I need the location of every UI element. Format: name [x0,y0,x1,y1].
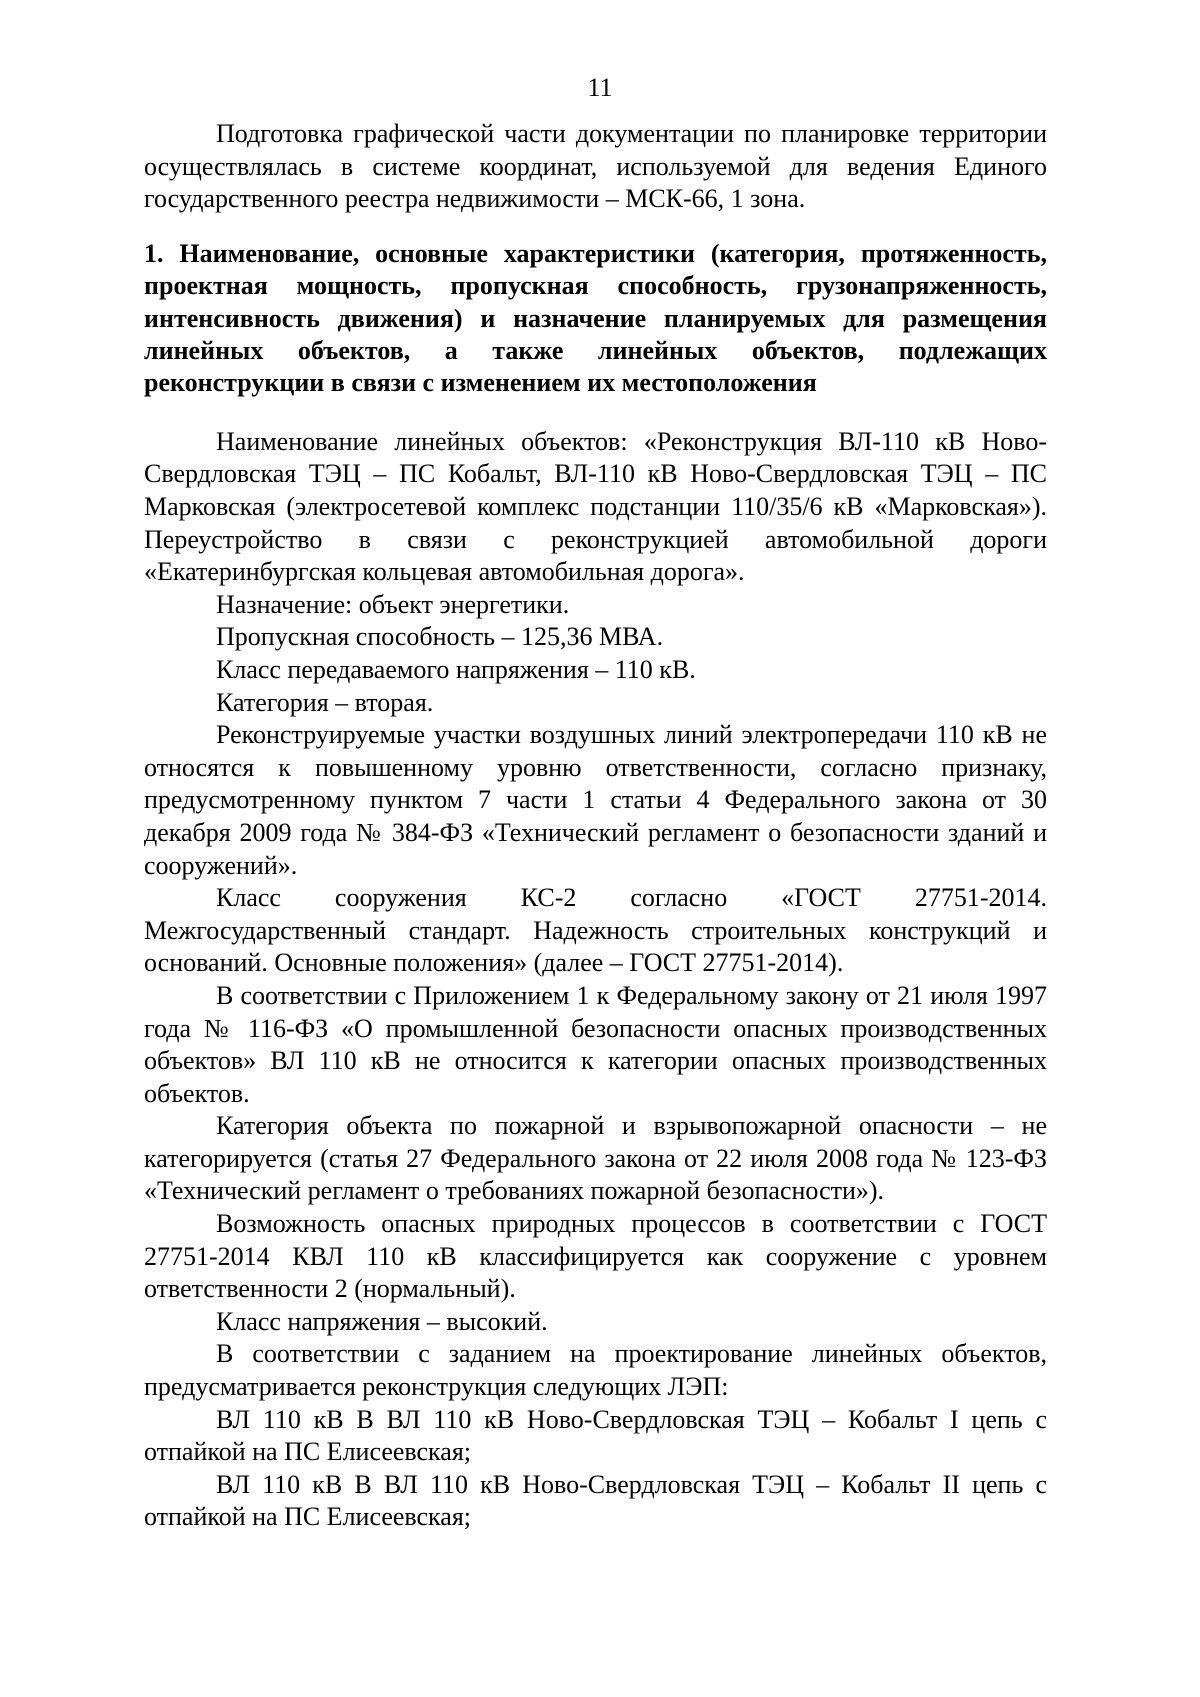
paragraph-responsibility: Реконструируемые участки воздушных линий электропередачи 110 кВ не относятся к повышенному уровню ответственности, согласно признаку, предусмотренному пунктом 7 части 1 статьи 4 Федерального закона от 30 декабря 2009 года № 384-ФЗ «Технический регламент о безопасности зданий и сооружений». [144,720,1047,880]
paragraph-fire-category: Категория объекта по пожарной и взрывопожарной опасности – не категорируется (статья 27 Федерального закона от 22 июля 2008 года № 123-ФЗ «Технический регламент о требованиях пожарной безопасности»). [144,1111,1047,1206]
page-number: 11 [587,73,613,102]
paragraph-object-name: Наименование линейных объектов: «Реконструкция ВЛ-110 кВ Ново-Свердловская ТЭЦ – ПС Кобальт, ВЛ-110 кВ Ново-Свердловская ТЭЦ – ПС Марковская (электросетевой комплекс подстанции 110/35/6 кВ «Марковская»). Переустройство в связи с реконструкцией автомобильной дороги «Екатеринбургская кольцевая автомобильная дорога». [144,426,1047,587]
paragraph-industrial-safety: В соответствии с Приложением 1 к Федеральному закону от 21 июля 1997 года № 116-ФЗ «О промышленной безопасности опасных производственных объектов» ВЛ 110 кВ не относится к категории опасных производственных объектов. [144,980,1047,1108]
paragraph-voltage-level: Класс напряжения – высокий. [216,1306,548,1336]
paragraph-capacity: Пропускная способность – 125,36 МВА. [216,622,664,652]
paragraph-purpose: Назначение: объект энергетики. [216,589,570,619]
paragraph-natural-hazards: Возможность опасных природных процессов в соответствии с ГОСТ 27751-2014 КВЛ 110 кВ классифицируется как сооружение с уровнем ответственности 2 (нормальный). [144,1209,1047,1304]
paragraph-structure-class: Класс сооружения КС-2 согласно «ГОСТ 27751-2014. Межгосударственный стандарт. Надежность строительных конструкций и оснований. Основные положения» (далее – ГОСТ 27751-2014). [144,883,1047,978]
paragraph-voltage-class: Класс передаваемого напряжения – 110 кВ. [216,654,696,684]
intro-paragraph: Подготовка графической части документации по планировке территории осуществлялась в системе координат, используемой для ведения Единого государственного реестра недвижимости – МСК-66, 1 зона. [144,119,1047,214]
paragraph-line-2: ВЛ 110 кВ В ВЛ 110 кВ Ново-Свердловская ТЭЦ – Кобальт II цепь с отпайкой на ПС Елисеевская; [144,1469,1047,1532]
paragraph-category: Категория – вторая. [216,687,434,717]
paragraph-line-1: ВЛ 110 кВ В ВЛ 110 кВ Ново-Свердловская ТЭЦ – Кобальт I цепь с отпайкой на ПС Елисеевская; [144,1404,1047,1467]
section-heading: 1. Наименование, основные характеристики (категория, протяженность, проектная мощность, пропускная способность, грузонапряженность, интенсивность движения) и назначение планируемых для размещения линейных объектов, а также линейных объектов, подлежащих реконструкции в связи с изменением их местоположения [144,238,1047,398]
paragraph-reconstruction-scope: В соответствии с заданием на проектирование линейных объектов, предусматривается реконструкция следующих ЛЭП: [144,1339,1047,1402]
document-body [144,118,1047,1534]
